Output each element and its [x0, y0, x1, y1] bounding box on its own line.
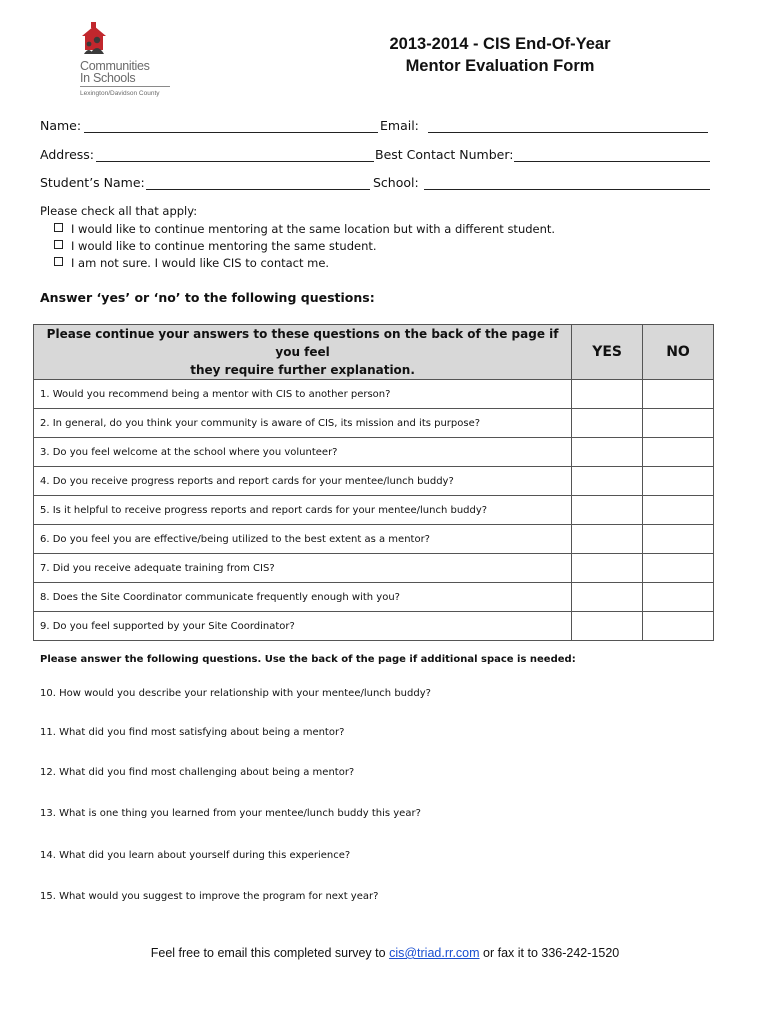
schoolhouse-icon — [78, 20, 118, 60]
open-question: 15. What would you suggest to improve the program for next year? — [40, 891, 379, 902]
address-field[interactable] — [96, 147, 374, 162]
table-row — [34, 380, 714, 409]
open-question: 13. What is one thing you learned from your mentee/lunch buddy this year? — [40, 808, 421, 819]
open-question: 10. How would you describe your relationship with your mentee/lunch buddy? — [40, 688, 431, 699]
logo-line2: In Schools — [80, 71, 136, 85]
best-contact-field[interactable] — [514, 147, 710, 162]
question-cell: 6. Do you feel you are effective/being utilized to the best extent as a mentor? — [34, 525, 572, 554]
checklist-intro: Please check all that apply: — [40, 204, 198, 218]
question-cell: 1. Would you recommend being a mentor with CIS to another person? — [34, 380, 572, 409]
footer-text-after: or fax it to 336-242-1520 — [479, 946, 620, 960]
email-label: Email: — [380, 118, 419, 133]
question-cell: 3. Do you feel welcome at the school where you volunteer? — [34, 438, 572, 467]
no-cell[interactable] — [643, 496, 714, 525]
footer-text-before: Feel free to email this completed survey to — [150, 946, 390, 960]
form-title-line2: Mentor Evaluation Form — [405, 57, 595, 75]
yes-no-heading: Answer ‘yes’ or ‘no’ to the following questions: — [40, 290, 375, 305]
table-header-question: Please continue your answers to these questions on the back of the page if you feel they require further explanation. — [34, 325, 572, 380]
question-cell: 5. Is it helpful to receive progress reports and report cards for your mentee/lunch buddy? — [34, 496, 572, 525]
yes-cell[interactable] — [572, 438, 643, 467]
logo-subtitle: Lexington/Davidson County — [80, 90, 160, 97]
yes-cell[interactable] — [572, 554, 643, 583]
table-header-no: NO — [643, 325, 714, 380]
table-row — [34, 409, 714, 438]
question-cell: 7. Did you receive adequate training from CIS? — [34, 554, 572, 583]
checkbox[interactable] — [54, 223, 63, 232]
yes-cell[interactable] — [572, 496, 643, 525]
checklist-item[interactable]: I would like to continue mentoring at the same location but with a different student. — [54, 222, 555, 236]
question-cell: 8. Does the Site Coordinator communicate frequently enough with you? — [34, 583, 572, 612]
yes-cell[interactable] — [572, 380, 643, 409]
open-question: 12. What did you find most challenging about being a mentor? — [40, 767, 355, 778]
cis-logo — [78, 20, 178, 102]
yes-cell[interactable] — [572, 467, 643, 496]
checklist-item[interactable]: I would like to continue mentoring the same student. — [54, 239, 377, 253]
no-cell[interactable] — [643, 467, 714, 496]
no-cell[interactable] — [643, 583, 714, 612]
yes-cell[interactable] — [572, 525, 643, 554]
address-label: Address: — [40, 147, 94, 162]
no-cell[interactable] — [643, 554, 714, 583]
school-field[interactable] — [424, 175, 710, 190]
yes-cell[interactable] — [572, 583, 643, 612]
open-questions-instruction: Please answer the following questions. Use the back of the page if additional space is needed: — [40, 654, 576, 665]
student-name-field[interactable] — [146, 175, 370, 190]
table-row — [34, 525, 714, 554]
yes-cell[interactable] — [572, 612, 643, 641]
yes-no-table — [33, 324, 714, 641]
no-cell[interactable] — [643, 525, 714, 554]
logo-line1: Communities — [80, 59, 150, 73]
no-cell[interactable] — [643, 409, 714, 438]
student-name-label: Student’s Name: — [40, 175, 145, 190]
email-link[interactable]: cis@triad.rr.com — [389, 946, 480, 960]
table-row — [34, 467, 714, 496]
email-field[interactable] — [428, 118, 708, 133]
open-question: 14. What did you learn about yourself during this experience? — [40, 850, 351, 861]
question-cell: 2. In general, do you think your community is aware of CIS, its mission and its purpose? — [34, 409, 572, 438]
table-header-yes: YES — [572, 325, 643, 380]
checkbox[interactable] — [54, 240, 63, 249]
best-contact-label: Best Contact Number: — [375, 147, 514, 162]
table-header-row — [34, 325, 714, 380]
form-title-line1: 2013-2014 - CIS End-Of-Year — [389, 35, 611, 53]
table-row — [34, 583, 714, 612]
table-row — [34, 438, 714, 467]
name-label: Name: — [40, 118, 82, 133]
checklist-item[interactable]: I am not sure. I would like CIS to contact me. — [54, 256, 329, 270]
no-cell[interactable] — [643, 380, 714, 409]
name-field[interactable] — [84, 118, 378, 133]
no-cell[interactable] — [643, 612, 714, 641]
school-label: School: — [373, 175, 419, 190]
logo-divider — [80, 86, 170, 87]
open-question: 11. What did you find most satisfying about being a mentor? — [40, 727, 345, 738]
checkbox[interactable] — [54, 257, 63, 266]
table-row — [34, 554, 714, 583]
table-row — [34, 496, 714, 525]
yes-cell[interactable] — [572, 409, 643, 438]
table-row — [34, 612, 714, 641]
footer-note — [0, 946, 770, 960]
no-cell[interactable] — [643, 438, 714, 467]
question-cell: 4. Do you receive progress reports and report cards for your mentee/lunch buddy? — [34, 467, 572, 496]
question-cell: 9. Do you feel supported by your Site Coordinator? — [34, 612, 572, 641]
